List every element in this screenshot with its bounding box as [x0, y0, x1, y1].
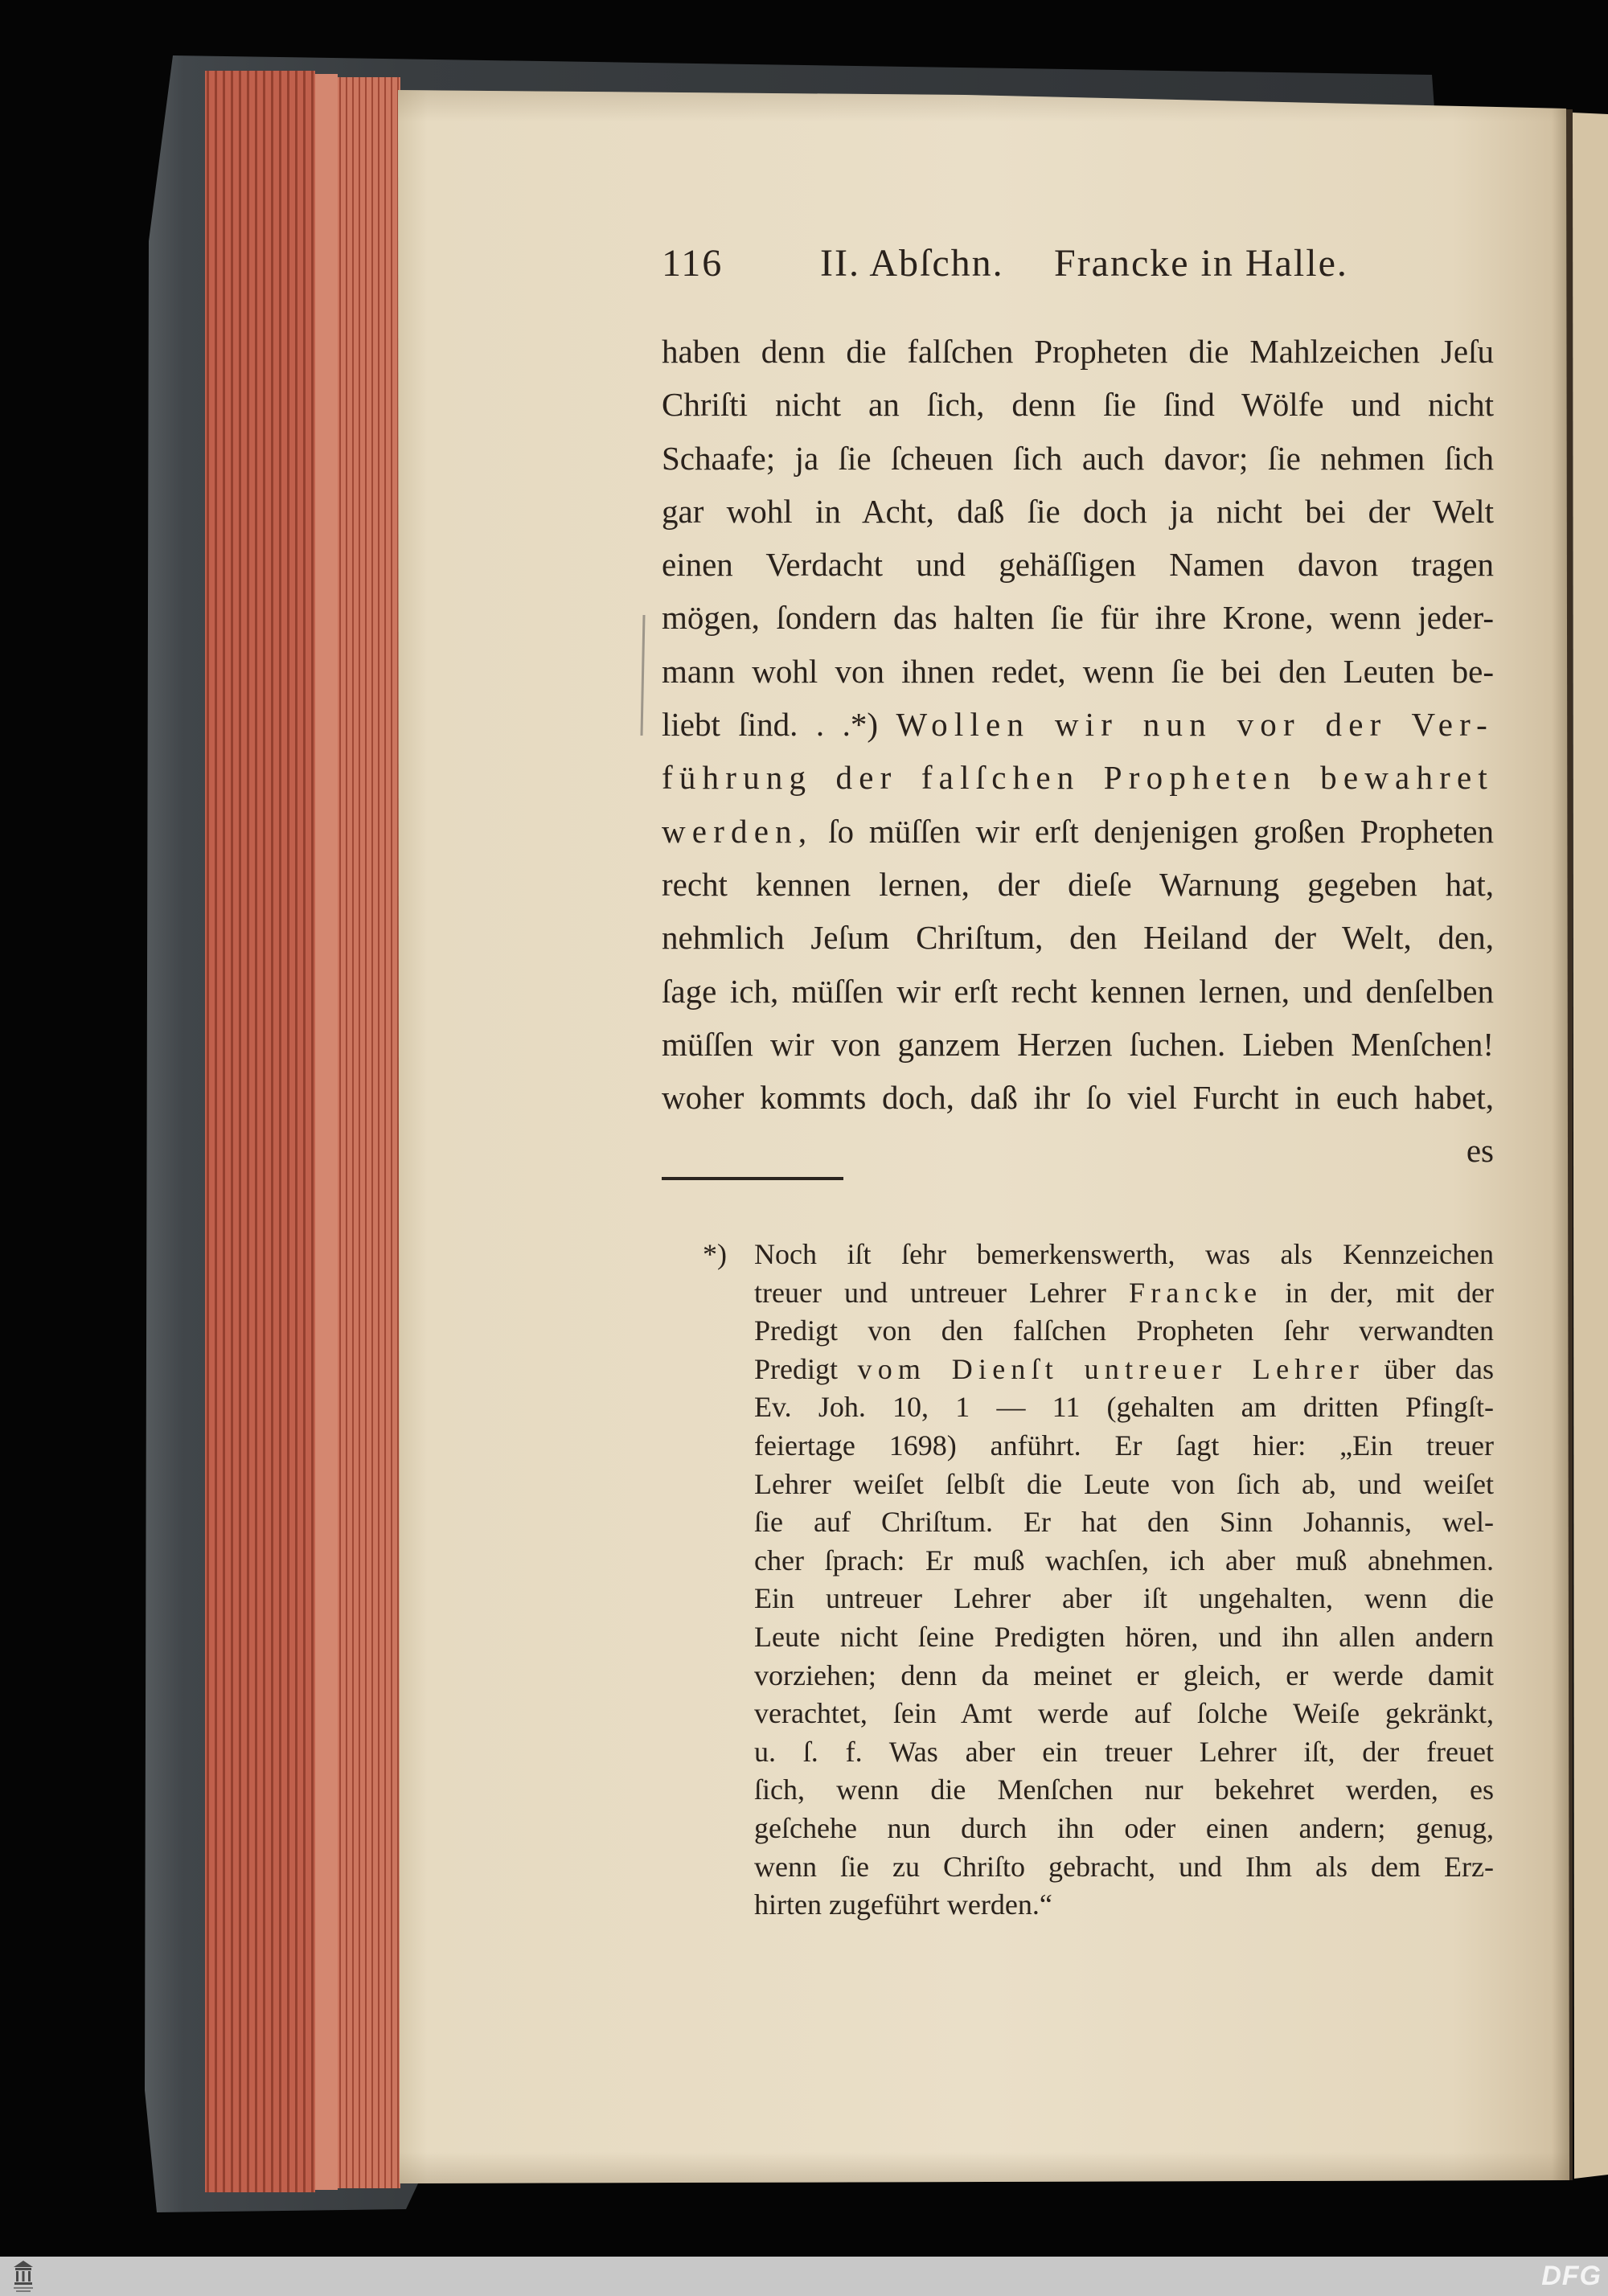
- footnote-line-text: treuer und untreuer Lehrer: [754, 1276, 1106, 1309]
- body-line: haben denn die falſchen Propheten die Mahlzeichen Jeſu: [662, 333, 1494, 370]
- footnote-line-spaced-text: Francke: [1128, 1276, 1263, 1309]
- body-line: ſage ich, müſſen wir erſt recht kennen lernen, und denſelben: [662, 972, 1494, 1010]
- footnote-line: ſich, wenn die Menſchen nur bekehret werden, es: [754, 1773, 1494, 1806]
- footnote-line: [754, 1274, 1494, 1313]
- footnote-marker: *): [703, 1238, 727, 1270]
- footnote-line: feiertage 1698) anführt. Er ſagt hier: „Ein treuer: [754, 1429, 1494, 1462]
- library-logo-icon: [11, 2259, 35, 2293]
- body-line-spaced-text: Wollen wir nun vor der Ver-: [896, 706, 1494, 744]
- body-line: woher kommts doch, daß ihr ſo viel Furcht in euch habet,: [662, 1079, 1494, 1117]
- body-line: gar wohl in Acht, daß ſie doch ja nicht bei der Welt: [662, 492, 1494, 530]
- footnote-line: Noch iſt ſehr bemerkenswerth, was als Kennzeichen: [754, 1238, 1494, 1270]
- footnote-line: ſie auf Chriſtum. Er hat den Sinn Johannis, wel-: [754, 1506, 1494, 1539]
- body-line: [662, 698, 1494, 751]
- body-text: [662, 325, 1494, 1178]
- facing-page-edge: [1573, 113, 1608, 2179]
- footnote-line: vorziehen; denn da meinet er gleich, er werde damit: [754, 1658, 1494, 1691]
- page-edges-red: [205, 71, 315, 2192]
- footnote-line: Predigt von den falſchen Propheten ſehr verwandten: [754, 1314, 1494, 1347]
- running-title: Francke in Halle.: [1054, 242, 1348, 285]
- footnote-line: cher ſprach: Er muß wachſen, ich aber muß abnehmen.: [754, 1544, 1494, 1576]
- body-line-text: ſo müſſen wir erſt denjenigen großen Propheten: [828, 812, 1494, 850]
- footnote-line: [754, 1351, 1494, 1389]
- footnote-line-text: in der, mit der: [1285, 1276, 1495, 1309]
- footnote-line-spaced-text: vom Dienſt untreuer Lehrer: [857, 1352, 1365, 1385]
- footnote-line: Lehrer weiſet ſelbſt die Leute von ſich ab, und weiſet: [754, 1467, 1494, 1500]
- footnote-line: u. ſ. f. Was aber ein treuer Lehrer iſt, der freuet: [754, 1735, 1494, 1768]
- footnote: [754, 1236, 1494, 1925]
- footnote-line-text: Predigt: [754, 1352, 838, 1385]
- body-line-spaced: führung der falſchen Propheten bewahret: [662, 759, 1494, 797]
- viewer-footer-bar: [0, 2257, 1608, 2296]
- dfg-logo: DFG: [1541, 2261, 1602, 2291]
- page-edges-red: [338, 77, 400, 2188]
- footnote-line: verachtet, ſein Amt werde auf ſolche Weiſe gekränkt,: [754, 1697, 1494, 1730]
- body-line-text: liebt ſind. . .*): [662, 706, 879, 744]
- body-line: Schaafe; ja ſie ſcheuen ſich auch davor; ſie nehmen ſich: [662, 439, 1494, 477]
- footnote-line: Ein untreuer Lehrer aber iſt ungehalten, wenn die: [754, 1582, 1494, 1615]
- section-heading: II. Abſchn.: [820, 242, 1004, 285]
- footnote-line: hirten zugeführt werden.“: [754, 1888, 1052, 1921]
- body-line: [662, 805, 1494, 858]
- footnote-line: Ev. Joh. 10, 1 — 11 (gehalten am dritten Pfingſt-: [754, 1391, 1494, 1424]
- catchword: es: [1466, 1132, 1494, 1170]
- page-number: 116: [662, 242, 724, 285]
- footnote-rule: [662, 1177, 843, 1180]
- body-line: Chriſti nicht an ſich, denn ſie ſind Wölfe und nicht: [662, 386, 1494, 424]
- body-line: müſſen wir von ganzem Herzen ſuchen. Lieben Menſchen!: [662, 1025, 1494, 1063]
- body-line-spaced-text: werden,: [662, 812, 814, 850]
- footnote-line-text: über das: [1384, 1352, 1494, 1385]
- footnote-line: geſchehe nun durch ihn oder einen andern; genug,: [754, 1811, 1494, 1844]
- body-line: mann wohl von ihnen redet, wenn ſie bei den Leuten be-: [662, 652, 1494, 690]
- body-line: nehmlich Jeſum Chriſtum, den Heiland der Welt, den,: [662, 919, 1494, 957]
- body-line: recht kennen lernen, der dieſe Warnung gegeben hat,: [662, 865, 1494, 903]
- body-line: einen Verdacht und gehäſſigen Namen davon tragen: [662, 546, 1494, 584]
- footnote-line: wenn ſie zu Chriſto gebracht, und Ihm als dem Erz-: [754, 1850, 1494, 1883]
- footnote-line: Leute nicht ſeine Predigten hören, und ihn allen andern: [754, 1620, 1494, 1653]
- body-line: mögen, ſondern das halten ſie für ihre Krone, wenn jeder-: [662, 599, 1494, 637]
- page-edges-divider: [315, 74, 338, 2190]
